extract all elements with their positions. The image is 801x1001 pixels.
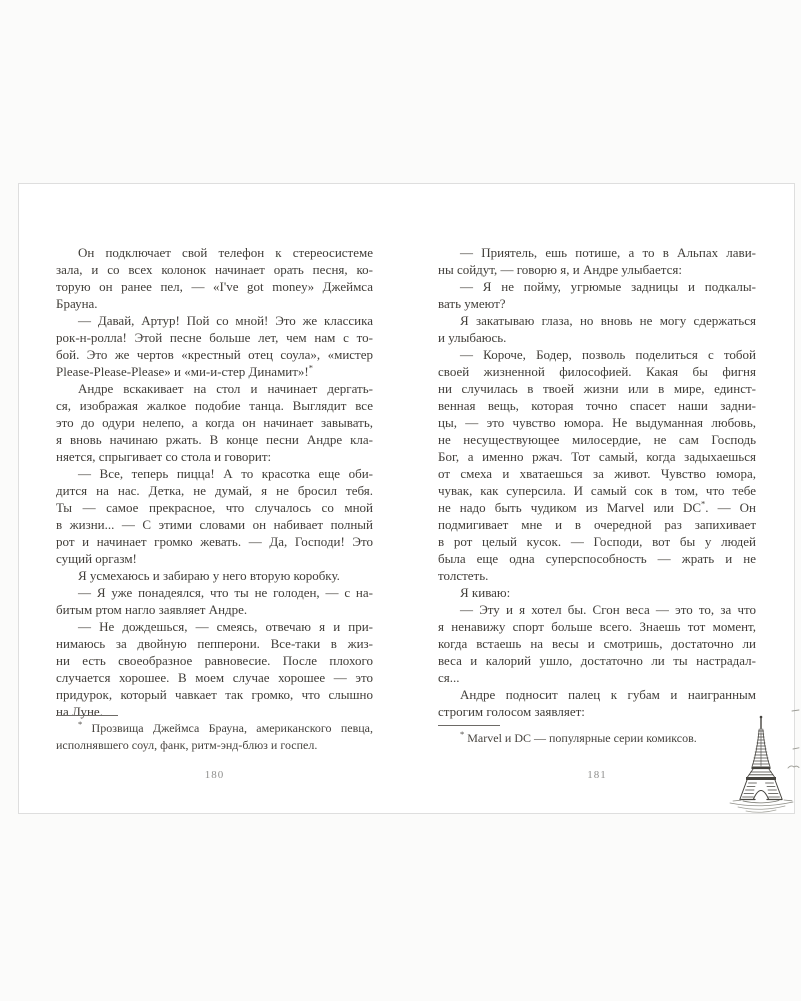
paragraph — [56, 618, 373, 720]
text-line: рок-н-ролла! Этой песне больше лет, чем нам с то- — [56, 330, 373, 345]
text-line: цы, — это чувство юмора. Не выдуманная любовь, — [438, 415, 756, 430]
footnote-divider — [56, 715, 118, 716]
text-line: не несуществующее милосердие, не сам Господь — [438, 432, 756, 447]
paragraph — [56, 380, 373, 465]
text-line: я вновь начинаю ржать. В конце песни Андре кла- — [56, 432, 373, 447]
text-line: рот и начинает громко жевать. — Да, Господи! Это — [56, 534, 373, 549]
text-line: и улыбаюсь. — [438, 330, 507, 345]
text-line: дится на нас. Детка, не думай, я не бросил тебя. — [56, 483, 373, 498]
paragraph — [438, 584, 756, 601]
paragraph — [56, 720, 373, 754]
text-line: — Приятель, ешь потише, а то в Альпах лави- — [460, 245, 756, 260]
text-line: сущий оргазм! — [56, 551, 137, 566]
text-line: от смеха и хватаешься за живот. Чувство юмора, — [438, 466, 756, 481]
text-line: торую он ранее пел, — «I've got money» Джеймса — [56, 279, 373, 294]
text-line: нимаюсь за двойную пепперони. Все-таки в жиз- — [56, 636, 373, 651]
text-line: ся... — [438, 670, 460, 685]
text-line: Андре вскакивает на стол и начинает дергать- — [78, 381, 373, 396]
text-line: * Прозвища Джеймса Брауна, американского певца, — [78, 719, 373, 735]
eiffel-tower-illustration — [700, 702, 800, 820]
text-line: — Я уже понадеялся, что ты не голоден, — с на- — [78, 585, 373, 600]
text-line: я ненавижу спорт больше всего. Знаешь тот момент, — [438, 619, 756, 634]
text-line: Я усмехаюсь и забираю у него вторую коробку. — [78, 568, 340, 583]
footnote-marker: * — [460, 729, 465, 739]
paragraph — [438, 601, 756, 686]
text-line: ны сойдут, — говорю я, и Андре улыбается: — [438, 262, 682, 277]
paragraph — [438, 244, 756, 278]
footnote-marker: * — [701, 498, 706, 509]
text-line: Брауна. — [56, 296, 98, 311]
text-line: ни есть своеобразное равновесие. После плохого — [56, 653, 373, 668]
cloud-sketch-icon — [788, 710, 799, 768]
text-line: своей жизненной философией. Какая бы фигня — [438, 364, 756, 379]
text-line: Я закатываю глаза, но вновь не могу сдержаться — [460, 313, 756, 328]
text-line: няется, спрыгивает со стола и говорит: — [56, 449, 272, 464]
paragraph — [56, 244, 373, 312]
text-line: исполнявшего соул, фанк, ритм-энд-блюз и госпел. — [56, 738, 318, 752]
text-line: в рот целый кусок. — Господи, вот бы у людей — [438, 534, 756, 549]
text-line: — Все, теперь пицца! А то красотка еще оби- — [78, 466, 373, 481]
text-line: веса и калорий ушло, достаточно ли ты настрадал- — [438, 653, 756, 668]
text-line: — Не дождешься, — смеясь, отвечаю я и при- — [78, 619, 373, 634]
text-line: — Эту и я хотел бы. Сгон веса — это то, за что — [460, 602, 756, 617]
text-line: Please-Please-Please» и «ми-и-стер Динамит»!* — [56, 362, 314, 379]
text-line: когда встаешь на весы и смотришь, достаточно ли — [438, 636, 756, 651]
page-number-left: 180 — [204, 769, 225, 781]
text-line: Бог, а именно ржач. Тот самый, когда задыхаешься — [438, 449, 756, 464]
text-line: была еще одна суперспособность — жрать и не — [438, 551, 756, 566]
text-line: случается хорошее. В моем случае хорошее — это — [56, 670, 373, 685]
paragraph — [438, 346, 756, 584]
page-left-text — [56, 244, 373, 720]
page-number-right: 181 — [587, 769, 607, 781]
footnote-marker: * — [78, 719, 83, 729]
paragraph — [56, 567, 373, 584]
text-line: на Луне. — [56, 704, 103, 719]
text-line: битым ртом нагло заявляет Андре. — [56, 602, 248, 617]
text-line: подмигивает мне и в очередной раз запихивает — [438, 517, 756, 532]
text-line: чувак, как суперсила. И самый сок в том, что тебе — [438, 483, 756, 498]
text-line: Он подключает свой телефон к стереосистеме — [78, 245, 373, 260]
paragraph — [56, 312, 373, 380]
text-line: венная вещь, которая точно спасет наши задни- — [438, 398, 756, 413]
text-line: Ты — самое прекрасное, что случалось со мной — [56, 500, 373, 515]
paragraph — [438, 312, 756, 346]
book-spread — [18, 183, 795, 814]
text-line: — Давай, Артур! Пой со мной! Это же классика — [78, 313, 373, 328]
footnote-left-text — [56, 720, 373, 754]
page-right-text — [438, 244, 756, 720]
footnote-marker: * — [308, 362, 314, 373]
text-line: толстеть. — [438, 568, 489, 583]
text-line: зала, и со всех колонок начинает орать песня, ко- — [56, 262, 373, 277]
text-line: бой. Это же чертов «крестный отец соула», «мистер — [56, 347, 373, 362]
footnote-left — [56, 715, 373, 754]
text-line: ни случилась в твоей жизни или в мире, единст- — [438, 381, 756, 396]
text-line: это до одури нелепо, а когда он начинает завывать, — [56, 415, 373, 430]
text-line: — Я не пойму, угрюмые задницы и подкалы- — [460, 279, 756, 294]
ground-sketch — [730, 800, 793, 812]
paragraph — [56, 584, 373, 618]
text-line: Андре подносит палец к губам и наигранным — [460, 687, 756, 702]
text-line: придурок, который чавкает так громко, что слышно — [56, 687, 373, 702]
text-line: вать умеют? — [438, 296, 506, 311]
text-line: в жизни... — С этими словами он набивает полный — [56, 517, 373, 532]
text-line: Я киваю: — [460, 585, 511, 600]
text-line: — Короче, Бодер, позволь поделиться с тобой — [460, 347, 756, 362]
text-line: строгим голосом заявляет: — [438, 704, 585, 719]
paragraph — [56, 465, 373, 567]
text-line: ся, изображая жалкое подобие танца. Выглядит все — [56, 398, 373, 413]
paragraph — [438, 278, 756, 312]
text-line: * Marvel и DC — популярные серии комиксов. — [460, 729, 697, 745]
text-line: не надо быть чудиком из Marvel или DC*. — Он — [438, 498, 756, 515]
footnote-divider — [438, 725, 500, 726]
